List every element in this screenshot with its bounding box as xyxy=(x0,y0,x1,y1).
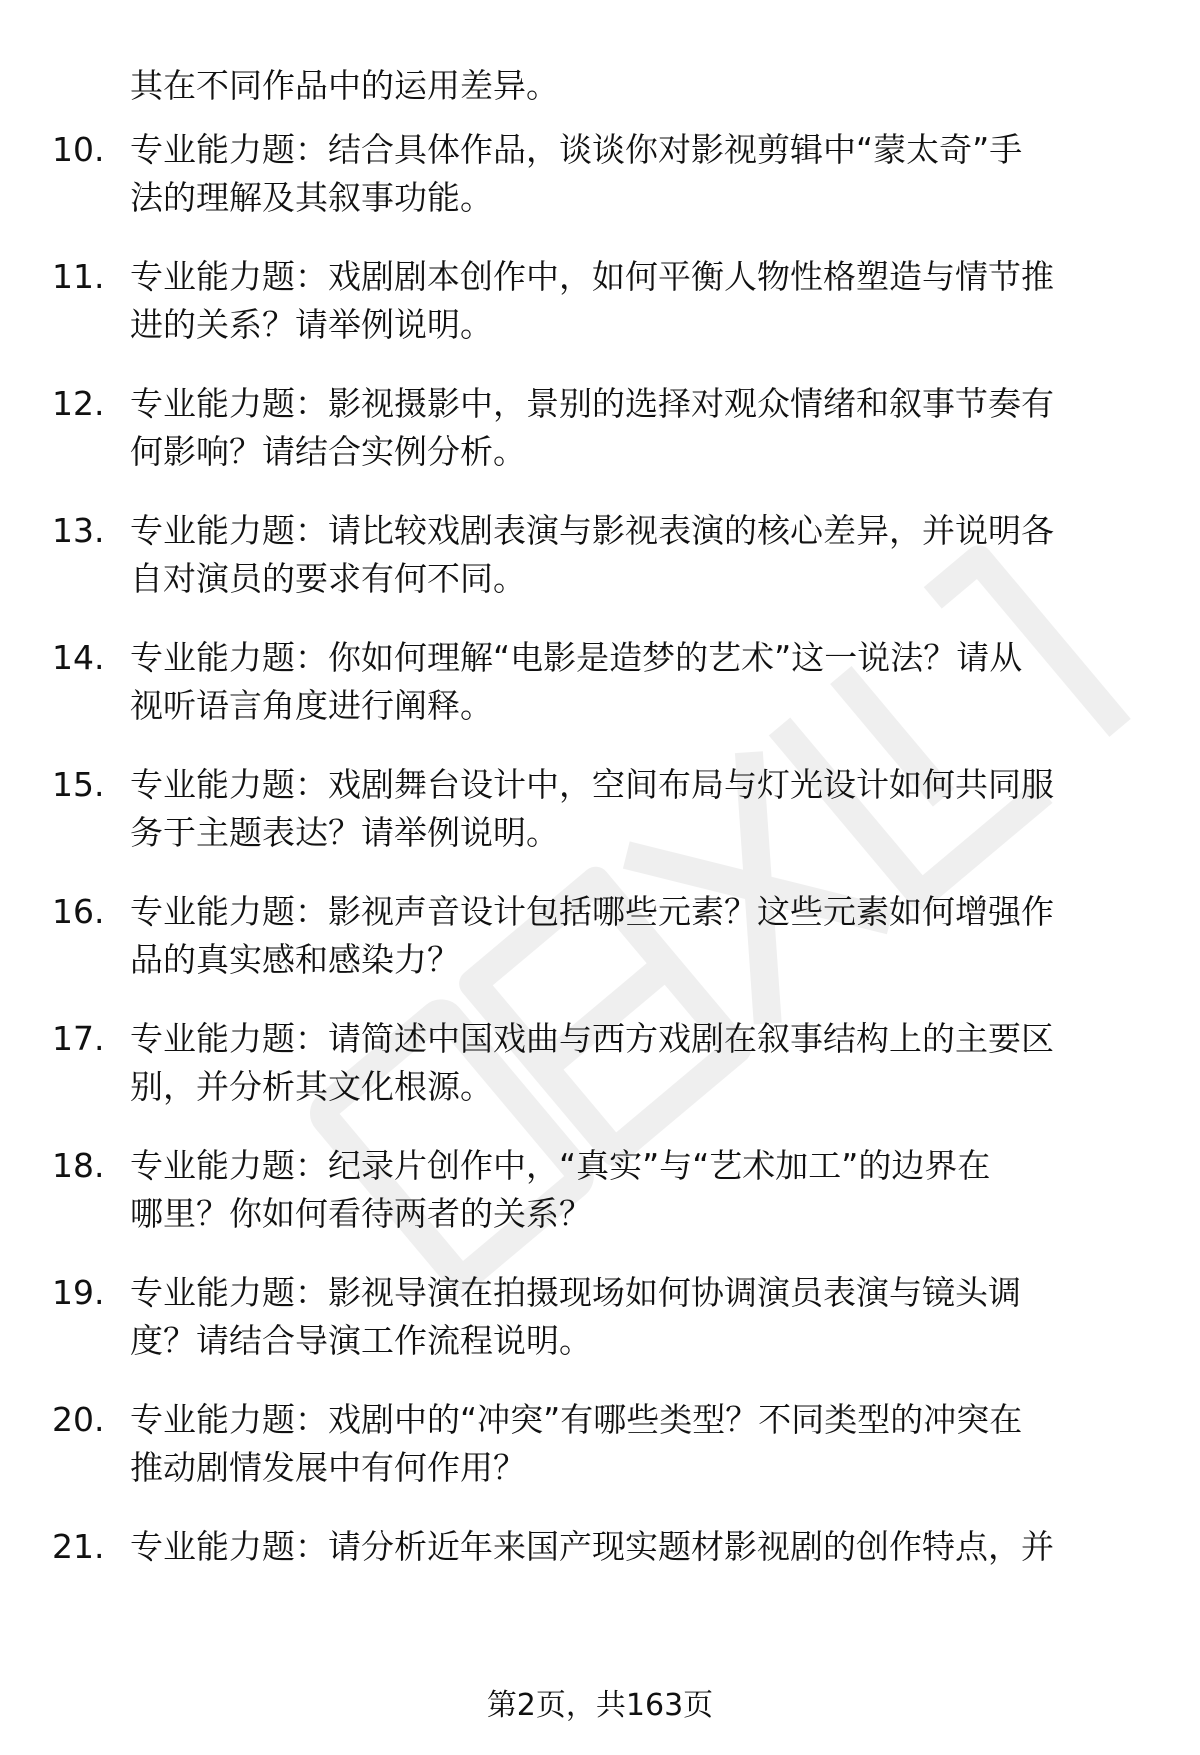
question-number: 20. xyxy=(52,1400,105,1439)
question-number: 19. xyxy=(52,1273,105,1312)
question-line: 专业能力题：请比较戏剧表演与影视表演的核心差异，并说明各 xyxy=(130,511,1054,550)
question-text xyxy=(130,253,1140,349)
question-line: 专业能力题：请简述中国戏曲与西方戏剧在叙事结构上的主要区 xyxy=(130,1019,1054,1058)
question-line: 专业能力题：戏剧舞台设计中，空间布局与灯光设计如何共同服 xyxy=(130,765,1054,804)
question-line: 专业能力题：纪录片创作中，“真实”与“艺术加工”的边界在 xyxy=(130,1146,991,1185)
question-text xyxy=(130,507,1140,603)
question-line: 专业能力题：戏剧中的“冲突”有哪些类型？不同类型的冲突在 xyxy=(130,1400,1023,1439)
question-line: 何影响？请结合实例分析。 xyxy=(130,432,526,471)
question-number: 12. xyxy=(52,384,105,423)
question-text xyxy=(130,1269,1140,1365)
question-number: 17. xyxy=(52,1019,105,1058)
question-text xyxy=(130,888,1140,984)
question-text xyxy=(130,1015,1140,1111)
question-number: 15. xyxy=(52,765,105,804)
question-number: 21. xyxy=(52,1527,105,1566)
question-item-19 xyxy=(0,1269,1200,1365)
question-item-16 xyxy=(0,888,1200,984)
question-text xyxy=(130,761,1140,857)
question-item-14 xyxy=(0,634,1200,730)
question-number: 16. xyxy=(52,892,105,931)
question-line: 进的关系？请举例说明。 xyxy=(130,305,493,344)
question-text xyxy=(130,1523,1140,1571)
question-text xyxy=(130,126,1140,222)
question-item-18 xyxy=(0,1142,1200,1238)
question-line: 专业能力题：戏剧剧本创作中，如何平衡人物性格塑造与情节推 xyxy=(130,257,1054,296)
question-line: 专业能力题：结合具体作品，谈谈你对影视剪辑中“蒙太奇”手 xyxy=(130,130,1023,169)
question-text xyxy=(130,1396,1140,1492)
question-item-11 xyxy=(0,253,1200,349)
page-number-footer: 第2页，共163页 xyxy=(486,1688,714,1723)
question-text xyxy=(130,1142,1140,1238)
question-line: 别，并分析其文化根源。 xyxy=(130,1067,493,1106)
question-item-12 xyxy=(0,380,1200,476)
question-line: 务于主题表达？请举例说明。 xyxy=(130,813,559,852)
question-line: 专业能力题：影视导演在拍摄现场如何协调演员表演与镜头调 xyxy=(130,1273,1021,1312)
question-line: 法的理解及其叙事功能。 xyxy=(130,178,493,217)
question-item-17 xyxy=(0,1015,1200,1111)
question-number: 11. xyxy=(52,257,105,296)
question-number: 13. xyxy=(52,511,105,550)
question-number: 10. xyxy=(52,130,105,169)
question-text xyxy=(130,634,1140,730)
question-line: 专业能力题：影视声音设计包括哪些元素？这些元素如何增强作 xyxy=(130,892,1054,931)
question-line: 专业能力题：请分析近年来国产现实题材影视剧的创作特点，并 xyxy=(130,1527,1054,1566)
question-number: 18. xyxy=(52,1146,105,1185)
question-text xyxy=(130,380,1140,476)
question-line: 自对演员的要求有何不同。 xyxy=(130,559,526,598)
question-item-15 xyxy=(0,761,1200,857)
question-line: 推动剧情发展中有何作用？ xyxy=(130,1448,526,1487)
question-line: 视听语言角度进行阐释。 xyxy=(130,686,493,725)
question-line: 专业能力题：影视摄影中，景别的选择对观众情绪和叙事节奏有 xyxy=(130,384,1054,423)
question-line: 哪里？你如何看待两者的关系？ xyxy=(130,1194,592,1233)
question-line: 品的真实感和感染力？ xyxy=(130,940,460,979)
question-item-13 xyxy=(0,507,1200,603)
question-line: 专业能力题：你如何理解“电影是造梦的艺术”这一说法？请从 xyxy=(130,638,1023,677)
continuation-line: 其在不同作品中的运用差异。 xyxy=(130,66,559,105)
question-item-10 xyxy=(0,126,1200,222)
question-item-21 xyxy=(0,1523,1200,1619)
question-item-20 xyxy=(0,1396,1200,1492)
question-line: 度？请结合导演工作流程说明。 xyxy=(130,1321,592,1360)
question-number: 14. xyxy=(52,638,105,677)
